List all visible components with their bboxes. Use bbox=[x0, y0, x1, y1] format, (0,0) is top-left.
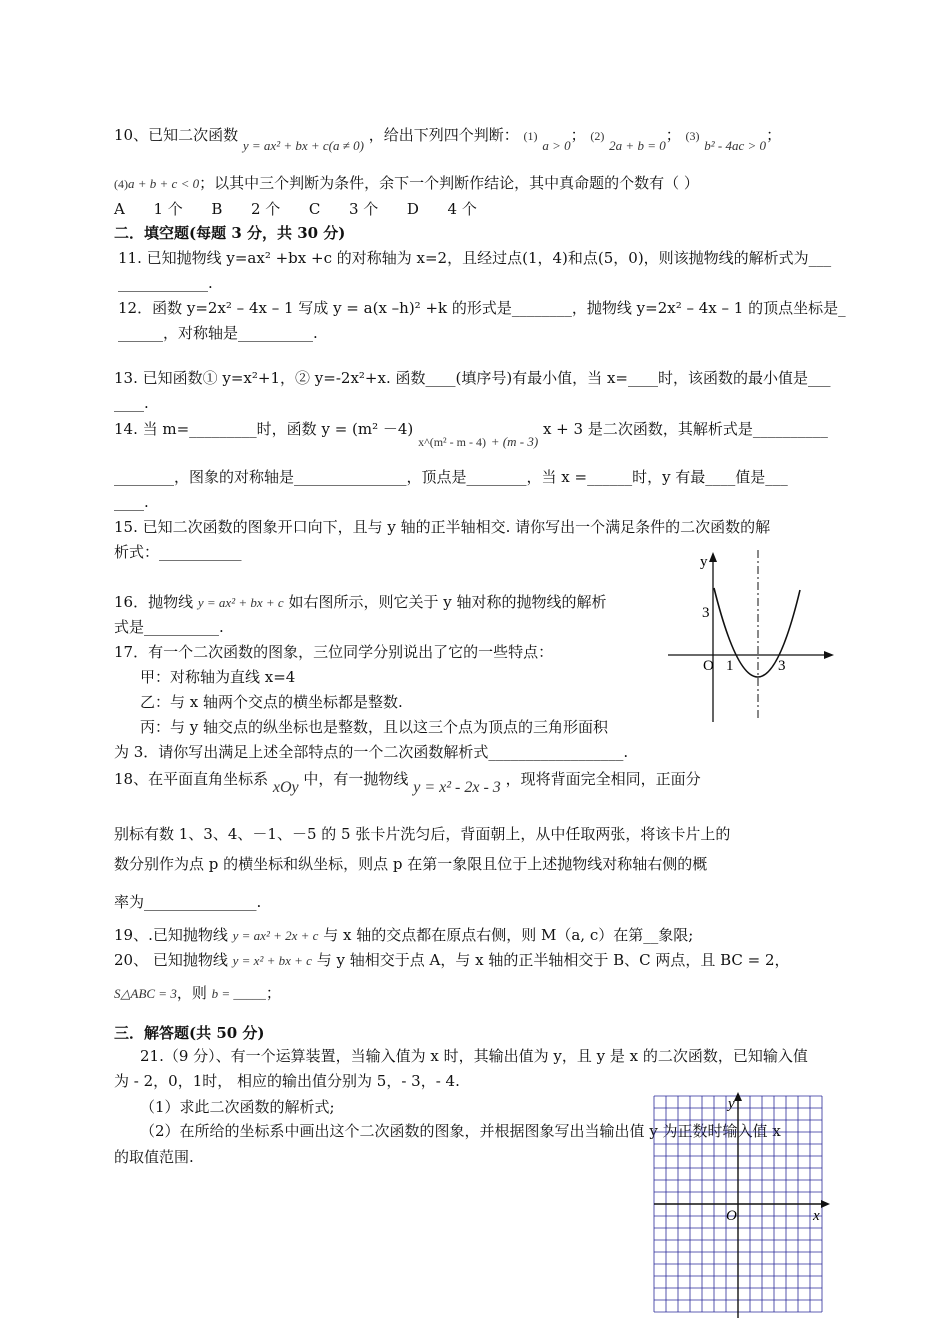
q16-line2: 式是__________. bbox=[114, 618, 224, 636]
q21-part3: 的取值范围. bbox=[114, 1148, 194, 1166]
q20-line2 bbox=[114, 982, 281, 1005]
x1-label: 1 bbox=[726, 658, 734, 674]
q20-formula: y = x² + bx + c bbox=[232, 953, 312, 968]
q21-line2: 为 - 2，0，1时， 相应的输出值分别为 5，- 3，- 4. bbox=[114, 1072, 460, 1090]
q21-part2: （2）在所给的坐标系中画出这个二次函数的图象，并根据图象写出当输出值 y 为正数时输入值 x bbox=[140, 1122, 781, 1140]
q16-parabola-graph bbox=[668, 550, 838, 722]
section3-title: 三．解答题(共 50 分) bbox=[114, 1024, 265, 1042]
q19-line bbox=[114, 924, 693, 947]
q18-line3: 数分别作为点 p 的横坐标和纵坐标，则点 p 在第一象限且位于上述抛物线对称轴右侧的概 bbox=[114, 855, 708, 873]
q13-line1: 13. 已知函数① y=x²+1，② y=-2x²+x. 函数____(填序号)有最小值，当 x=____时，该函数的最小值是___ bbox=[114, 369, 831, 387]
q19-prefix: 19、.已知抛物线 bbox=[114, 926, 228, 944]
q11-line2: ____________. bbox=[118, 274, 213, 292]
q15-line1: 15. 已知二次函数的图象开口向下，且与 y 轴的正半轴相交. 请你写出一个满足条件的二次函数的解 bbox=[114, 518, 771, 536]
q14-line2: ________，图象的对称轴是_______________，顶点是________，当 x =______时，y 有最____值是___ bbox=[114, 468, 788, 486]
q10-formula: y = ax² + bx + c(a ≠ 0) bbox=[242, 138, 364, 153]
q12-line2: ______，对称轴是__________. bbox=[118, 324, 318, 342]
q20-b: b = _____ bbox=[211, 986, 266, 1001]
q19-suffix: 与 x 轴的交点都在原点右侧，则 M（a, c）在第__象限; bbox=[323, 926, 694, 944]
y-axis-arrow bbox=[734, 1092, 742, 1101]
q10-j1: a > 0 bbox=[542, 138, 571, 153]
section2-title: 二．填空题(每题 3 分，共 30 分) bbox=[114, 224, 346, 242]
q14-mid: + (m - 3) bbox=[490, 434, 539, 449]
q14-suffix: x + 3 是二次函数，其解析式是__________ bbox=[542, 420, 828, 438]
q14-prefix: 14. 当 m=_________时，函数 y = (m² －4) bbox=[114, 420, 414, 438]
q10-j1-num: (1) bbox=[523, 129, 538, 143]
q12-line1: 12．函数 y=2x² – 4x – 1 写成 y = a(x –h)² +k 的形式是________，抛物线 y=2x² – 4x – 1 的顶点坐标是_ bbox=[118, 299, 846, 317]
q18-coord-system: xOy bbox=[272, 779, 299, 796]
q15-line2: 析式：___________ bbox=[114, 543, 242, 561]
q10-mid: ，给出下列四个判断： bbox=[368, 126, 519, 144]
q18-mid: 中，有一抛物线 bbox=[303, 770, 409, 788]
q17-line1: 17．有一个二次函数的图象，三位同学分别说出了它的一些特点： bbox=[114, 643, 554, 661]
q14-line1 bbox=[114, 418, 828, 449]
q18-line4: 率为_______________. bbox=[114, 893, 262, 911]
q17-jia: 甲：对称轴为直线 x=4 bbox=[140, 668, 296, 686]
q10-options: A 1 个 B 2 个 C 3 个 D 4 个 bbox=[114, 200, 477, 218]
q20-area: S△ABC = 3 bbox=[114, 986, 177, 1001]
q16-suffix: 如右图所示，则它关于 y 轴对称的抛物线的解析 bbox=[288, 593, 607, 611]
origin-label: O bbox=[703, 658, 714, 674]
x-axis-arrow bbox=[821, 1200, 830, 1208]
q10-j3-num: (3) bbox=[685, 129, 700, 143]
y3-label: 3 bbox=[702, 605, 710, 621]
q21-coordinate-grid bbox=[650, 1092, 832, 1318]
x3-label: 3 bbox=[778, 658, 786, 674]
y-label: y bbox=[728, 1096, 735, 1112]
q18-line1 bbox=[114, 768, 701, 796]
q10-j2: 2a + b = 0 bbox=[609, 138, 666, 153]
q21-part1: （1）求此二次函数的解析式; bbox=[140, 1098, 335, 1116]
y-label: y bbox=[700, 554, 708, 570]
q10-j4-num: (4) bbox=[114, 177, 128, 191]
x-axis-arrow bbox=[824, 651, 834, 659]
q10-line2 bbox=[114, 172, 699, 195]
origin-label: O bbox=[726, 1208, 737, 1224]
q18-prefix: 18、在平面直角坐标系 bbox=[114, 770, 269, 788]
q18-formula: y = x² - 2x - 3 bbox=[413, 779, 501, 796]
q20-suffix: 与 y 轴相交于点 A，与 x 轴的正半轴相交于 B、C 两点，且 BC = 2， bbox=[316, 951, 790, 969]
q17-bing: 丙：与 y 轴交点的纵坐标也是整数，且以这三个点为顶点的三角形面积 bbox=[140, 718, 609, 736]
q16-line1 bbox=[114, 591, 606, 614]
q10-j2-num: (2) bbox=[590, 129, 605, 143]
q17-last: 为 3．请你写出满足上述全部特点的一个二次函数解析式__________________. bbox=[114, 743, 629, 761]
q14-exponent: x^(m² - m - 4) bbox=[418, 435, 486, 449]
q19-formula: y = ax² + 2x + c bbox=[232, 928, 319, 943]
q21-line1: 21.（9 分）、有一个运算装置，当输入值为 x 时，其输出值为 y，且 y 是 x 的二次函数，已知输入值 bbox=[140, 1047, 808, 1065]
q10-line1: 10、已知二次函数 y = ax² + bx + c(a ≠ 0) ，给出下列四个判断： (1) a > 0； (2) 2a + b = 0； (3) b² - 4ac > 0； bbox=[114, 126, 782, 153]
q13-line2: ____. bbox=[114, 394, 149, 412]
q20-prefix: 20、 已知抛物线 bbox=[114, 951, 228, 969]
q10-prefix: 10、已知二次函数 bbox=[114, 126, 239, 144]
q10-j4: a + b + c < 0 bbox=[128, 176, 200, 191]
q18-line2: 别标有数 1、3、4、－1、－5 的 5 张卡片洗匀后，背面朝上，从中任取两张，将该卡片上的 bbox=[114, 825, 731, 843]
q16-prefix: 16．抛物线 bbox=[114, 593, 194, 611]
q10-line2-text: ；以其中三个判断为条件，余下一个判断作结论，其中真命题的个数有（ ） bbox=[199, 174, 699, 192]
q16-formula: y = ax² + bx + c bbox=[197, 595, 284, 610]
q20-mid: ，则 bbox=[176, 984, 207, 1002]
q11-line1: 11. 已知抛物线 y=ax² +bx +c 的对称轴为 x=2，且经过点(1，4)和点(5，0)，则该抛物线的解析式为___ bbox=[118, 249, 832, 267]
q10-j3: b² - 4ac > 0 bbox=[704, 138, 767, 153]
q14-line3: ____. bbox=[114, 493, 149, 511]
y-axis-arrow bbox=[709, 552, 717, 562]
q18-suffix: ，现将背面完全相同，正面分 bbox=[505, 770, 701, 788]
q17-yi: 乙：与 x 轴两个交点的横坐标都是整数. bbox=[140, 693, 403, 711]
q20-end: ； bbox=[265, 984, 281, 1002]
q20-line1 bbox=[114, 949, 790, 972]
x-label: x bbox=[813, 1208, 820, 1224]
